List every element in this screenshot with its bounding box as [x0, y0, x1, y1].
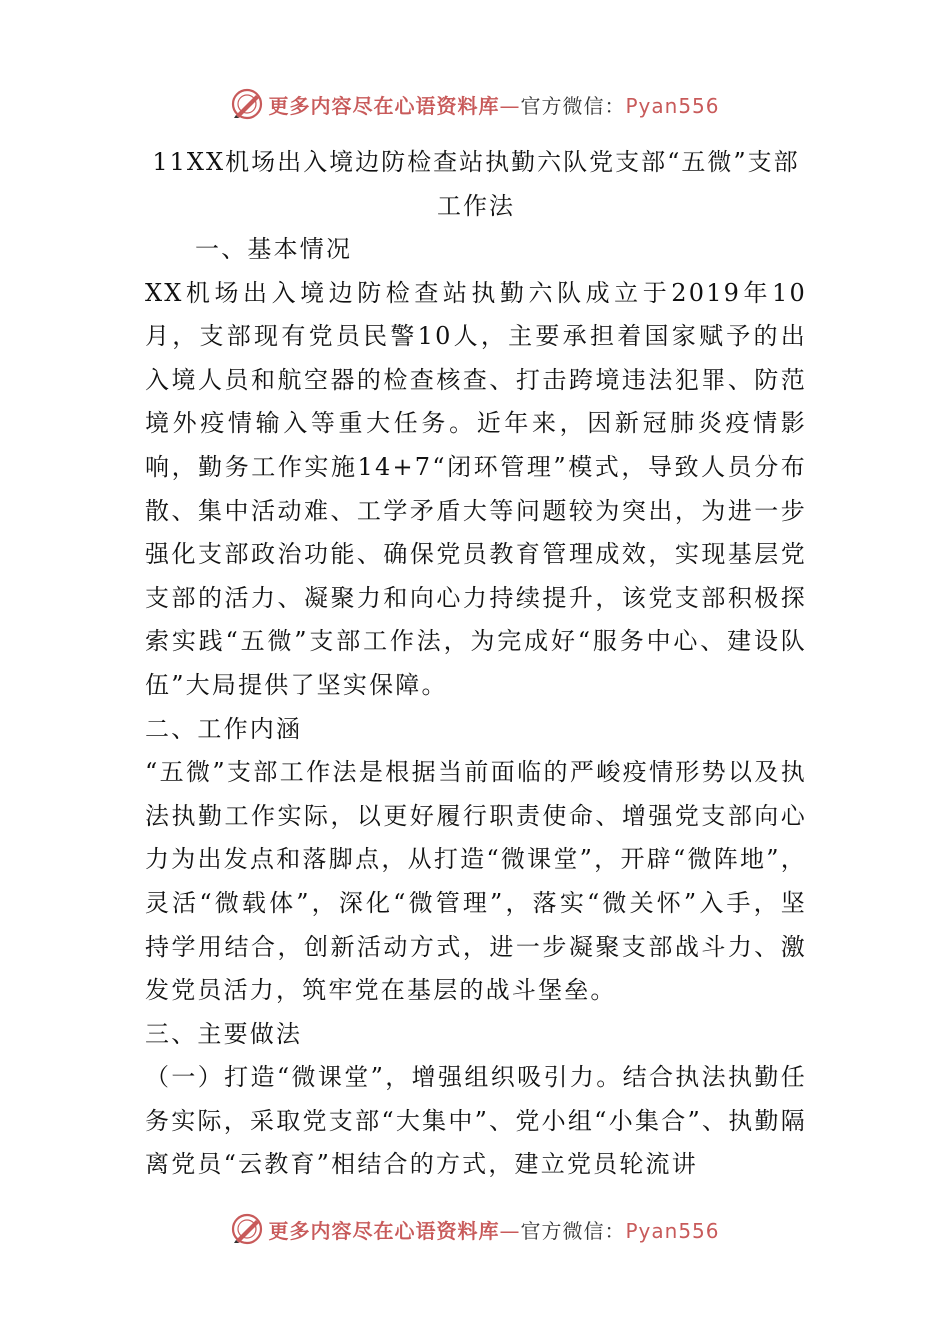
- watermark-banner-top: [0, 84, 950, 124]
- section1-paragraph: XX机场出入境边防检查站执勤六队成立于2019年10月，支部现有党员民警10人，主要承担着国家赋予的出入境人员和航空器的检查核查、打击跨境违法犯罪、防范境外疫情输入等重大任务。近年来，因新冠肺炎疫情影响，勤务工作实施14+7“闭环管理”模式，导致人员分布散、集中活动难、工学矛盾大等问题较为突出，为进一步强化支部政治功能、确保党员教育管理成效，实现基层党支部的活力、凝聚力和向心力持续提升，该党支部积极探索实践“五微”支部工作法，为完成好“服务中心、建设队伍”大局提供了坚实保障。: [145, 278, 807, 699]
- watermark-text: 更多内容尽在心语资料库—官方微信：Pyan556: [268, 1218, 720, 1243]
- watermark-text: 更多内容尽在心语资料库—官方微信：Pyan556: [268, 93, 720, 118]
- pen-logo-icon: [230, 1212, 264, 1246]
- document-body: [145, 140, 807, 1187]
- section2-heading: 二、工作内涵: [145, 714, 303, 743]
- section3-paragraph: （一）打造“微课堂”，增强组织吸引力。结合执法执勤任务实际，采取党支部“大集中”、党小组“小集合”、执勤隔离党员“云教育”相结合的方式，建立党员轮流讲: [145, 1063, 807, 1179]
- section3-heading: 三、主要做法: [145, 1019, 303, 1048]
- pen-logo-icon: [230, 87, 264, 121]
- document-title-line2: 工作法: [437, 192, 515, 220]
- section2-paragraph: “五微”支部工作法是根据当前面临的严峻疫情形势以及执法执勤工作实际，以更好履行职责使命、增强党支部向心力为出发点和落脚点，从打造“微课堂”，开辟“微阵地”，灵活“微载体”，深化“微管理”，落实“微关怀”入手，坚持学用结合，创新活动方式，进一步凝聚支部战斗力、激发党员活力，筑牢党在基层的战斗堡垒。: [145, 758, 807, 1005]
- document-title-line1: 11XX机场出入境边防检查站执勤六队党支部“五微”支部: [152, 148, 800, 176]
- watermark-banner-bottom: [0, 1209, 950, 1249]
- section1-heading: 一、基本情况: [195, 235, 353, 263]
